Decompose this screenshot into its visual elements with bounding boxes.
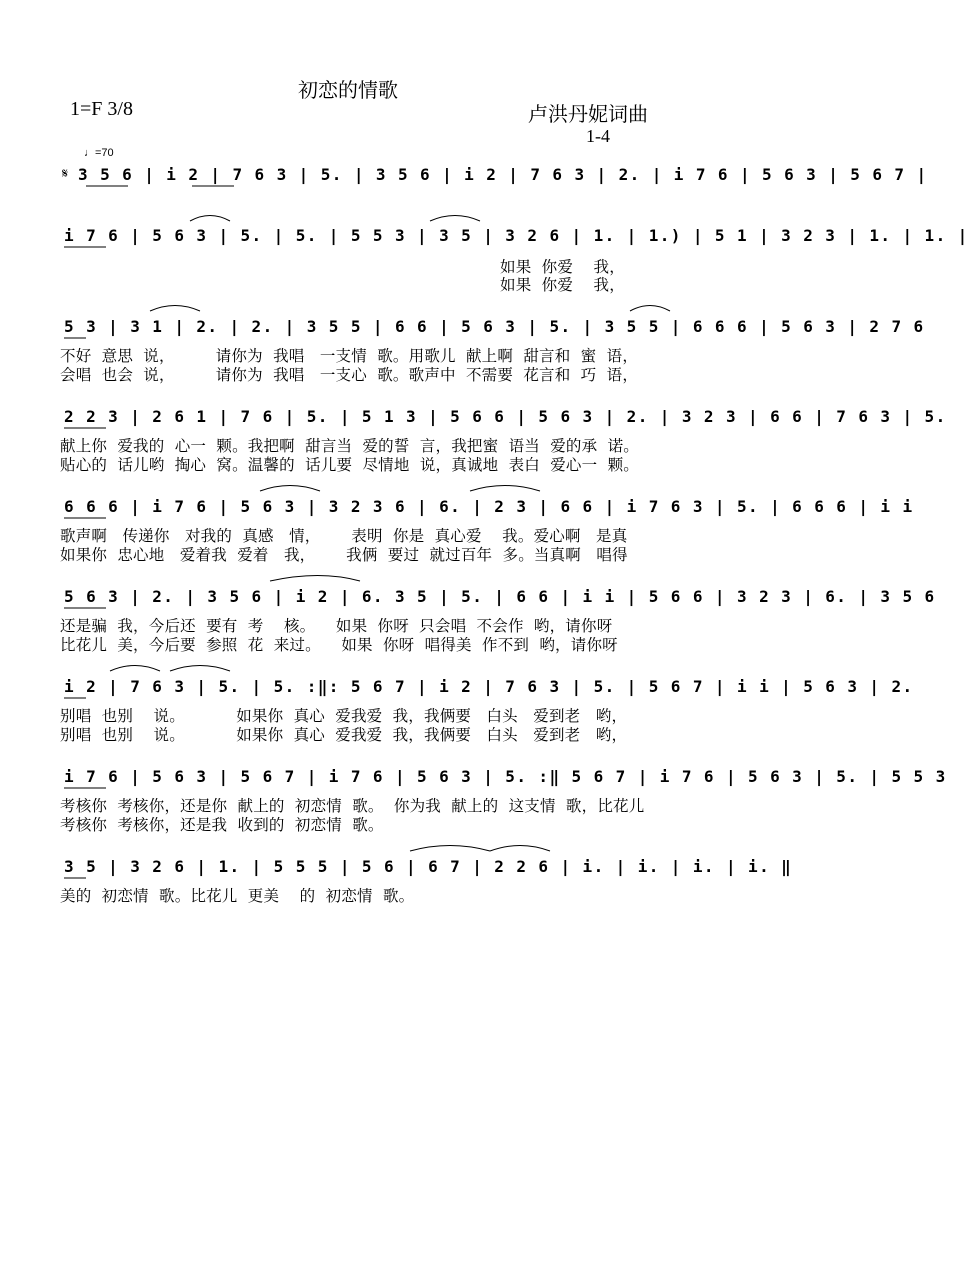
lyric-line-9a: 美的 初恋情 歌。比花儿 更美 的 初恋情 歌。 xyxy=(60,887,415,905)
tempo-marking: ♩=70 xyxy=(84,147,114,159)
clef-icon: 𝄋 xyxy=(62,166,69,182)
lyric-line-3a: 不好 意思 说， 请你为 我唱 一支情 歌。用歌儿 献上啊 甜言和 蜜 语， xyxy=(60,347,639,365)
lyric-line-5b: 如果你 忠心地 爱着我 爱着 我， 我俩 要过 就过百年 多。当真啊 唱得 xyxy=(60,546,628,564)
lyric-line-2a: 如果 你爱 我， xyxy=(500,258,625,276)
lyric-line-6a: 还是骗 我，今后还 要有 考 核。 如果 你呀 只会唱 不会作 哟，请你呀 xyxy=(60,617,613,635)
slur xyxy=(470,486,540,492)
notation-line-8: i 7 6 | 5 6 3 | 5 6 7 | i 7 6 | 5 6 3 | 5. :‖ 5 6 7 | i 7 6 | 5 6 3 | 5. | 5 5 3 xyxy=(64,767,947,786)
notation-line-9: 3 5 | 3 2 6 | 1. | 5 5 5 | 5 6 | 6 7 | 2 2 6 | i. | i. | i. | i. ‖ xyxy=(64,857,793,876)
lyric-line-5a: 歌声啊 传递你 对我的 真感 情， 表明 你是 真心爱 我。爱心啊 是真 xyxy=(60,527,628,545)
notation-line-6: 5 6 3 | 2. | 3 5 6 | i 2 | 6. 3 5 | 5. | 6 6 | i i | 5 6 6 | 3 2 3 | 6. | 3 5 6 xyxy=(64,587,936,606)
notation-line-4: 2 2 3 | 2 6 1 | 7 6 | 5. | 5 1 3 | 5 6 6 | 5 6 3 | 2. | 3 2 3 | 6 6 | 7 6 3 | 5. xyxy=(64,407,947,426)
slur xyxy=(630,306,670,312)
slur xyxy=(190,216,230,222)
slur xyxy=(410,846,490,852)
lyric-line-4b: 贴心的 话儿哟 掏心 窝。温馨的 话儿要 尽情地 说，真诚地 表白 爱心一 颗。 xyxy=(60,456,639,474)
notation-line-2: i 7 6 | 5 6 3 | 5. | 5. | 5 5 3 | 3 5 | 3 2 6 | 1. | 1.) | 5 1 | 3 2 3 | 1. | 1. | xyxy=(64,226,969,245)
lyric-line-6b: 比花儿 美，今后要 参照 花 来过。 如果 你呀 唱得美 作不到 哟，请你呀 xyxy=(60,636,618,654)
lyric-line-2b: 如果 你爱 我， xyxy=(500,276,625,294)
slur xyxy=(430,216,480,222)
lyric-line-8b: 考核你 考核你，还是我 收到的 初恋情 歌。 xyxy=(60,816,384,834)
notation-line-1: 3 5 6 | i 2 | 7 6 3 | 5. | 3 5 6 | i 2 | 7 6 3 | 2. | i 7 6 | 5 6 3 | 5 6 7 | xyxy=(78,165,928,184)
page-indicator: 1-4 xyxy=(586,126,610,146)
slur xyxy=(490,846,550,852)
slur xyxy=(150,306,200,312)
lyric-line-7b: 别唱 也别 说。 如果你 真心 爱我爱 我，我俩要 白头 爱到老 哟， xyxy=(60,726,628,744)
slur xyxy=(270,576,360,582)
slur xyxy=(260,486,320,492)
lyric-line-7a: 别唱 也别 说。 如果你 真心 爱我爱 我，我俩要 白头 爱到老 哟， xyxy=(60,707,628,725)
slur xyxy=(110,666,160,672)
notation-line-5: 6 6 6 | i 7 6 | 5 6 3 | 3 2 3 6 | 6. | 2 3 | 6 6 | i 7 6 3 | 5. | 6 6 6 | i i xyxy=(64,497,914,516)
song-title: 初恋的情歌 xyxy=(298,78,398,102)
slur xyxy=(170,666,230,672)
notation-line-7: i 2 | 7 6 3 | 5. | 5. :‖: 5 6 7 | i 2 | 7 6 3 | 5. | 5 6 7 | i i | 5 6 3 | 2. xyxy=(64,677,914,696)
lyric-line-8a: 考核你 考核你，还是你 献上的 初恋情 歌。 你为我 献上的 这支情 歌，比花儿 xyxy=(60,797,645,815)
credits: 卢洪丹妮词曲 xyxy=(528,102,648,126)
notation-line-3: 5 3 | 3 1 | 2. | 2. | 3 5 5 | 6 6 | 5 6 3 | 5. | 3 5 5 | 6 6 6 | 5 6 3 | 2 7 6 xyxy=(64,317,925,336)
lyric-line-3b: 会唱 也会 说， 请你为 我唱 一支心 歌。歌声中 不需要 花言和 巧 语， xyxy=(60,366,639,384)
key-signature: 1=F 3/8 xyxy=(70,98,133,120)
lyric-line-4a: 献上你 爱我的 心一 颗。我把啊 甜言当 爱的誓 言，我把蜜 语当 爱的承 诺。 xyxy=(60,437,639,455)
